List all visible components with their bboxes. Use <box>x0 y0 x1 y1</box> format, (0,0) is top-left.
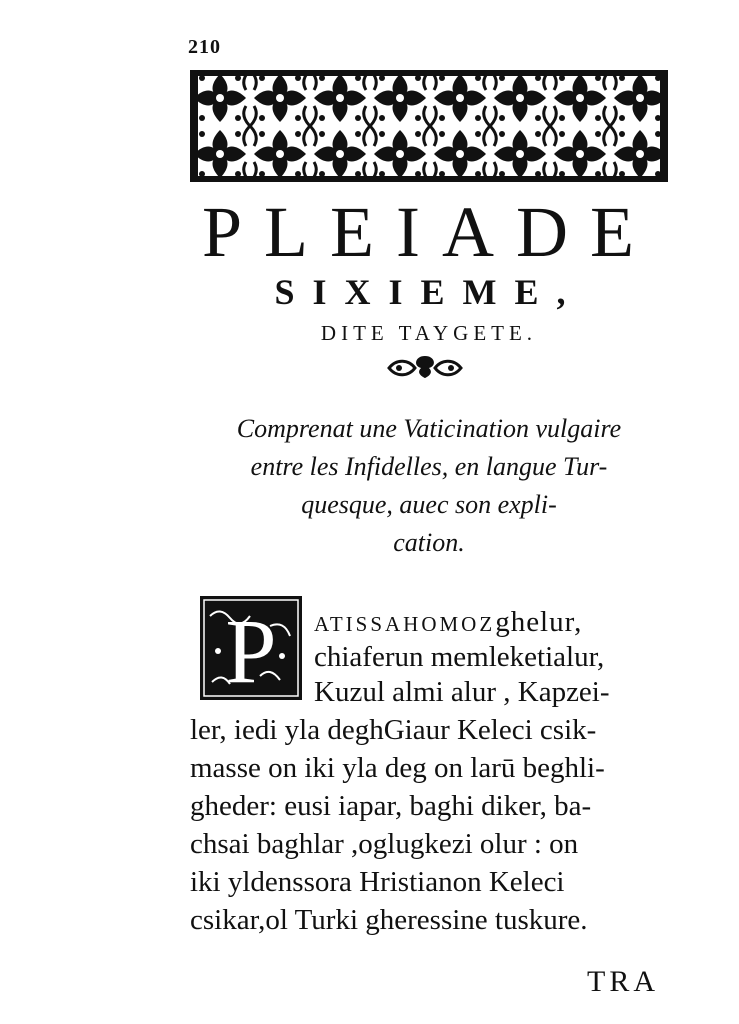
small-caps-text: ATISSAHOMOZ <box>314 612 496 636</box>
section-subheading: DITE TAYGETE. <box>320 321 538 345</box>
italic-line: entre les Infidelles, en langue Tur- <box>250 452 608 481</box>
italic-line: quesque, auec son expli- <box>301 490 557 519</box>
body-line: csikar,ol Turki gheressine tuskure. <box>190 904 588 936</box>
body-line: ler, iedi yla deghGiaur Keleci csik- <box>190 714 597 746</box>
decorated-initial <box>200 596 302 700</box>
page-number: 210 <box>188 36 221 58</box>
catchword: TRA <box>587 965 659 998</box>
body-line: chsai baghlar ,oglugkezi olur : on <box>190 828 579 860</box>
italic-line: Comprenat une Vaticination vulgaire <box>236 414 622 443</box>
line-text: ghelur, <box>495 606 583 638</box>
body-line: iki yldenssora Hristianon Keleci <box>190 866 565 898</box>
svg-text:P: P <box>225 600 277 700</box>
decorative-headpiece <box>190 70 668 182</box>
body-line: Kuzul almi alur , Kapzei- <box>314 676 610 708</box>
fleuron-ornament <box>385 352 465 382</box>
body-line: masse on iki yla deg on larū beghli- <box>190 752 605 784</box>
body-line: chiaferun memleketialur, <box>314 641 605 673</box>
section-title: PLEIADE <box>202 192 656 272</box>
italic-summary <box>190 410 668 562</box>
body-line: gheder: eusi iapar, baghi diker, ba- <box>190 790 592 822</box>
section-subtitle: SIXIEME, <box>274 272 584 312</box>
italic-line: cation. <box>393 528 465 557</box>
